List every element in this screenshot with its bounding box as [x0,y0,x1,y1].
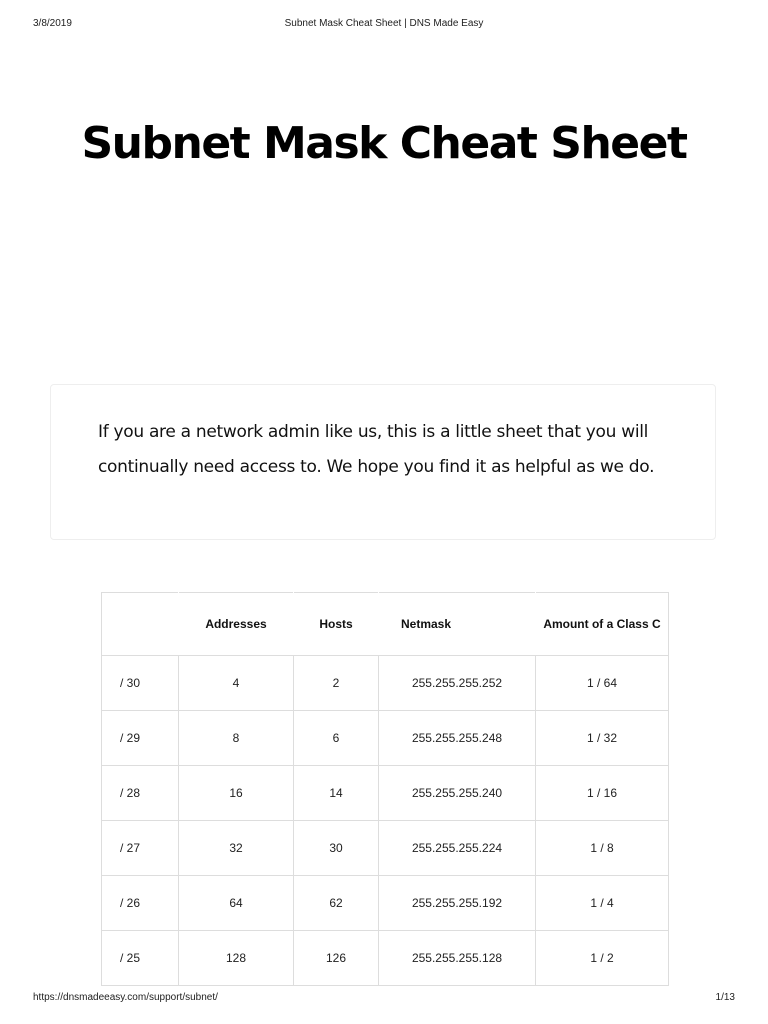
cell-addresses: 32 [179,821,294,876]
cell-netmask: 255.255.255.252 [379,656,536,711]
intro-card [50,384,716,540]
cell-cidr: / 27 [102,821,179,876]
header-hosts: Hosts [294,593,379,656]
intro-text [98,415,678,485]
cell-netmask: 255.255.255.248 [379,711,536,766]
cell-cidr: / 25 [102,931,179,986]
cell-class-c: 1 / 32 [536,711,669,766]
table-row [102,821,669,876]
cell-class-c: 1 / 8 [536,821,669,876]
cell-class-c: 1 / 16 [536,766,669,821]
header-cidr [102,593,179,656]
cell-class-c: 1 / 64 [536,656,669,711]
cell-addresses: 4 [179,656,294,711]
intro-line-2: continually need access to. We hope you find it as helpful as we do. [98,457,655,477]
cell-hosts: 14 [294,766,379,821]
cell-hosts: 126 [294,931,379,986]
table-row [102,931,669,986]
cell-netmask: 255.255.255.192 [379,876,536,931]
cell-addresses: 128 [179,931,294,986]
cell-cidr: / 28 [102,766,179,821]
intro-line-1: If you are a network admin like us, this is a little sheet that you will [98,422,649,442]
cell-class-c: 1 / 4 [536,876,669,931]
table-row [102,711,669,766]
table-row [102,656,669,711]
cell-netmask: 255.255.255.128 [379,931,536,986]
table-header-row [102,593,669,656]
page-number: 1/13 [715,992,735,1003]
cell-addresses: 8 [179,711,294,766]
print-footer [0,992,768,1006]
cell-addresses: 64 [179,876,294,931]
cell-cidr: / 26 [102,876,179,931]
cell-cidr: / 29 [102,711,179,766]
subnet-table [101,592,669,986]
cell-cidr: / 30 [102,656,179,711]
cell-hosts: 30 [294,821,379,876]
header-netmask: Netmask [379,593,536,656]
header-addresses: Addresses [179,593,294,656]
page-title: Subnet Mask Cheat Sheet [81,118,687,169]
header-class-c: Amount of a Class C [536,593,669,656]
cell-hosts: 6 [294,711,379,766]
print-url: https://dnsmadeeasy.com/support/subnet/ [33,992,218,1003]
cell-netmask: 255.255.255.240 [379,766,536,821]
cell-netmask: 255.255.255.224 [379,821,536,876]
table-row [102,876,669,931]
print-date: 3/8/2019 [33,18,72,29]
cell-addresses: 16 [179,766,294,821]
print-document-title: Subnet Mask Cheat Sheet | DNS Made Easy [284,18,484,29]
cell-class-c: 1 / 2 [536,931,669,986]
cell-hosts: 2 [294,656,379,711]
print-header [0,18,768,32]
table-row [102,766,669,821]
cell-hosts: 62 [294,876,379,931]
